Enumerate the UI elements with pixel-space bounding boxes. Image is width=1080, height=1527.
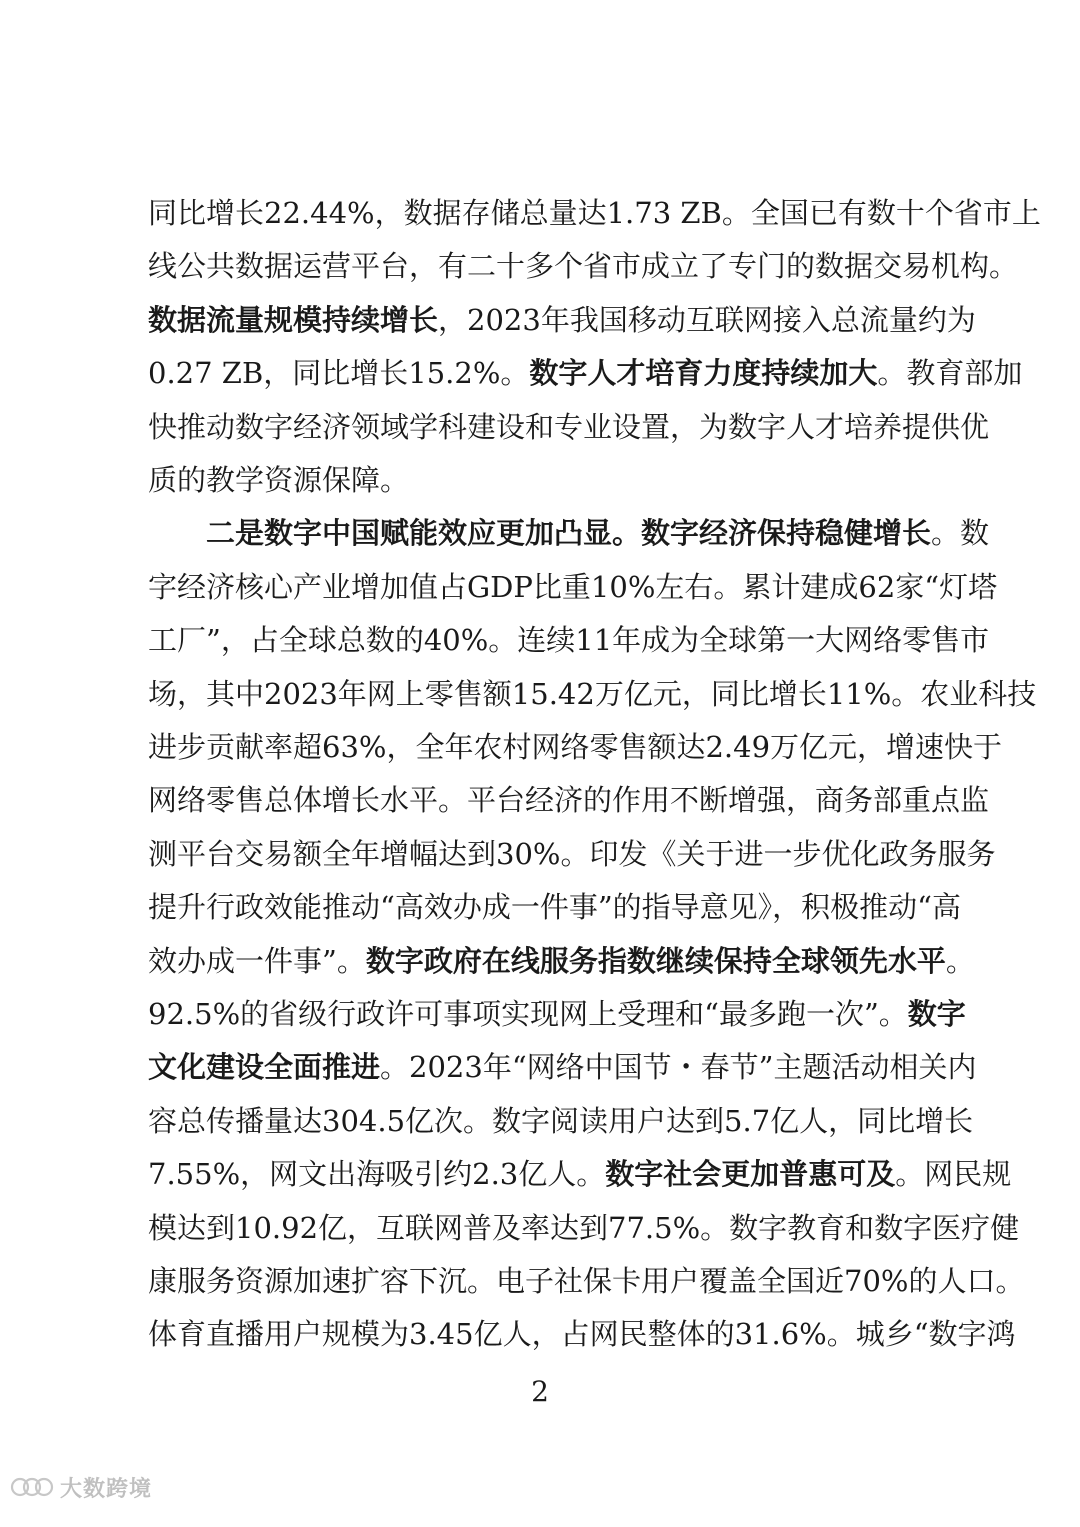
text-run: 网络零售总体增长水平。平台经济的作用不断增强，商务部重点监 [148, 783, 990, 817]
bold-text-run: 数字 [907, 997, 966, 1031]
text-run: 。数 [931, 516, 990, 550]
text-line [148, 1261, 1025, 1301]
text-run: 同比增长22.44%，数据存储总量达1.73 ZB。全国已有数十个省市上 [148, 196, 1041, 230]
text-run: 提升行政效能推动“高效办成一件事”的指导意见》，积极推动“高 [148, 890, 961, 924]
text-line [148, 460, 934, 500]
text-line [148, 1047, 977, 1087]
text-run: ，2023年我国移动互联网接入总流量约为 [438, 303, 976, 337]
bold-text-run: 二是数字中国赋能效应更加凸显。数字经济保持稳健增长 [206, 516, 932, 550]
text-line [148, 1314, 1016, 1354]
text-line [148, 727, 1003, 767]
bold-text-run: 数字人才培育力度持续加大 [529, 356, 878, 390]
text-run: 质的教学资源保障。 [148, 463, 410, 497]
text-line [148, 193, 1041, 233]
cross-border-logo-icon [10, 1473, 54, 1501]
watermark [10, 1470, 152, 1504]
text-line [148, 620, 990, 660]
bold-text-run: 数字政府在线服务指数继续保持全球领先水平 [365, 944, 946, 978]
text-line [148, 353, 1023, 393]
bold-text-run: 数据流量规模持续增长 [148, 303, 439, 337]
text-run: 场，其中2023年网上零售额15.42万亿元，同比增长11%。农业科技 [148, 677, 1037, 711]
text-run: 线公共数据运营平台，有二十多个省市成立了专门的数据交易机构。 [148, 249, 1019, 283]
text-run: 快推动数字经济领域学科建设和专业设置，为数字人才培养提供优 [148, 410, 990, 444]
text-run: 92.5%的省级行政许可事项实现网上受理和“最多跑一次”。 [148, 997, 908, 1031]
text-line [148, 674, 1037, 714]
text-line [148, 941, 975, 981]
text-line [206, 513, 990, 553]
text-line [148, 246, 1019, 286]
bold-text-run: 数字社会更加普惠可及 [605, 1157, 896, 1191]
text-run: 模达到10.92亿，互联网普及率达到77.5%。数字教育和数字医疗健 [148, 1211, 1020, 1245]
bold-text-run: 文化建设全面推进 [148, 1050, 381, 1084]
text-run: 效办成一件事”。 [148, 944, 366, 978]
text-line [148, 1101, 974, 1141]
text-run: 工厂”，占全球总数的40%。连续11年成为全球第一大网络零售市 [148, 623, 990, 657]
text-run: 测平台交易额全年增幅达到30%。印发《关于进一步优化政务服务 [148, 837, 996, 871]
text-line [148, 1154, 1012, 1194]
text-line [148, 887, 961, 927]
text-run: 7.55%，网文出海吸引约2.3亿人。 [148, 1157, 606, 1191]
text-line [148, 407, 990, 447]
text-line [148, 994, 966, 1034]
text-run: 康服务资源加速扩容下沉。电子社保卡用户覆盖全国近70%的人口。 [148, 1264, 1025, 1298]
text-run: 体育直播用户规模为3.45亿人，占网民整体的31.6%。城乡“数字鸿 [148, 1317, 1016, 1351]
text-run: 字经济核心产业增加值占GDP比重10%左右。累计建成62家“灯塔 [148, 570, 998, 604]
text-line [148, 567, 998, 607]
text-line [148, 780, 990, 820]
text-run: 进步贡献率超63%，全年农村网络零售额达2.49万亿元，增速快于 [148, 730, 1003, 764]
text-run: 。网民规 [895, 1157, 1012, 1191]
text-run: 容总传播量达304.5亿次。数字阅读用户达到5.7亿人，同比增长 [148, 1104, 974, 1138]
text-run: 0.27 ZB，同比增长15.2%。 [148, 356, 530, 390]
text-line [148, 300, 976, 340]
text-run: 。 [945, 944, 975, 978]
text-run: 。2023年“网络中国节・春节”主题活动相关内 [380, 1050, 977, 1084]
text-line [148, 1208, 1020, 1248]
text-line [148, 834, 996, 874]
text-run: 。教育部加 [877, 356, 1023, 390]
watermark-text: 大数跨境 [60, 1476, 153, 1502]
page-number: 2 [531, 1375, 549, 1408]
